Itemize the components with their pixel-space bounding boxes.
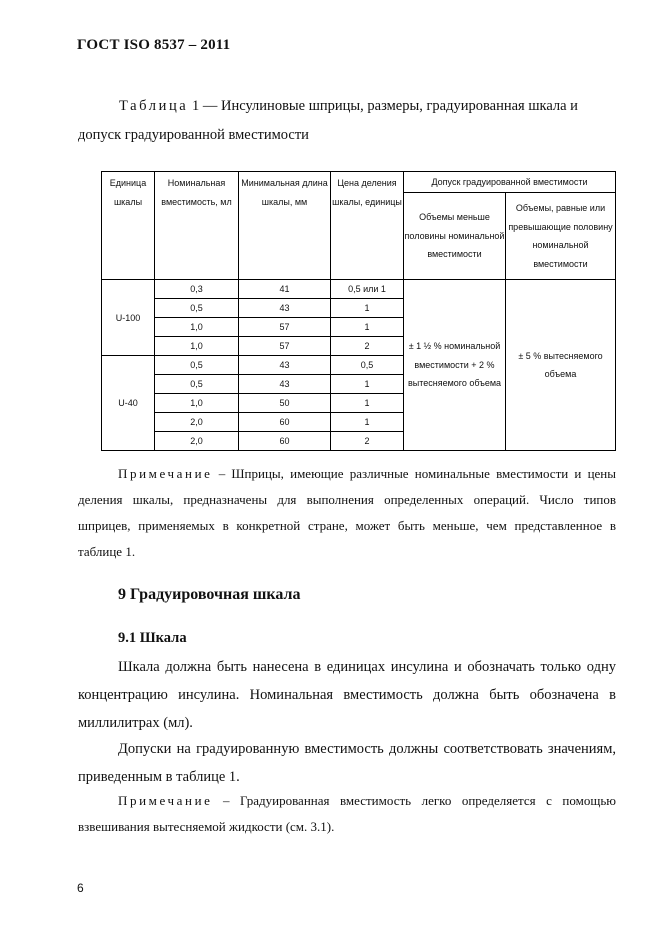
table-note: [78, 461, 616, 565]
cell-length: 57: [239, 318, 331, 337]
cell-division: 0,5: [331, 356, 404, 375]
tolerance-more-value: ± 5 % вытесняемого объема: [506, 280, 616, 451]
caption-label: Таблица: [119, 98, 189, 114]
note-label: Примечание: [118, 466, 213, 481]
header-tolerance: Допуск градуированной вместимости: [404, 172, 616, 193]
caption-text-line2: допуск градуированной вместимости: [78, 127, 309, 143]
syringe-table: [101, 171, 616, 451]
cell-length: 43: [239, 299, 331, 318]
cell-length: 60: [239, 413, 331, 432]
note-text: – Шприцы, имеющие различные номинальные вместимости и цены деления шкалы, предназначены для выполнения определенных операций. Число типов шприцев, применяемых в конкретной стране, может быть меньше, чем представленное в таблице 1.: [78, 466, 616, 559]
paragraph-tolerances: [78, 735, 616, 791]
cell-capacity: 2,0: [155, 413, 239, 432]
header-division: Цена деления шкалы, единицы: [331, 172, 404, 280]
header-tolerance-more: Объемы, равные или превышающие половину номинальной вместимости: [506, 193, 616, 280]
cell-length: 57: [239, 337, 331, 356]
paragraph-text: Шкала должна быть нанесена в единицах инсулина и обозначать только одну концентрацию инсулина. Номинальная вместимость должна быть обозначена в миллилитрах (мл).: [78, 659, 616, 731]
cell-division: 0,5 или 1: [331, 280, 404, 299]
unit-u40: U-40: [102, 356, 155, 451]
paragraph-text: Допуски на градуированную вместимость должны соответствовать значениям, приведенным в таблице 1.: [78, 741, 616, 785]
header-tolerance-less: Объемы меньше половины номинальной вместимости: [404, 193, 506, 280]
note-label: Примечание: [118, 793, 213, 808]
section-9-heading: 9 Градуировочная шкала: [118, 586, 301, 603]
cell-capacity: 0,3: [155, 280, 239, 299]
cell-capacity: 0,5: [155, 299, 239, 318]
cell-capacity: 1,0: [155, 318, 239, 337]
section-note: [78, 788, 616, 840]
cell-division: 2: [331, 432, 404, 451]
tolerance-less-value: ± 1 ½ % номинальной вместимости + 2 % вытесняемого объема: [404, 280, 506, 451]
section-9-1-heading: 9.1 Шкала: [118, 630, 187, 646]
cell-length: 43: [239, 356, 331, 375]
cell-length: 43: [239, 375, 331, 394]
cell-division: 1: [331, 299, 404, 318]
unit-u100: U-100: [102, 280, 155, 356]
cell-division: 2: [331, 337, 404, 356]
caption-text-line1: 1 — Инсулиновые шприцы, размеры, градуированная шкала и: [188, 98, 578, 114]
cell-division: 1: [331, 394, 404, 413]
cell-capacity: 1,0: [155, 394, 239, 413]
table-caption: [78, 92, 618, 150]
header-min-length: Минимальная длина шкалы, мм: [239, 172, 331, 280]
cell-length: 41: [239, 280, 331, 299]
cell-length: 50: [239, 394, 331, 413]
cell-length: 60: [239, 432, 331, 451]
header-nominal-capacity: Номинальная вместимость, мл: [155, 172, 239, 280]
cell-division: 1: [331, 413, 404, 432]
document-header: ГОСТ ISO 8537 – 2011: [77, 37, 231, 53]
cell-capacity: 2,0: [155, 432, 239, 451]
cell-division: 1: [331, 318, 404, 337]
header-scale-unit: Единица шкалы: [102, 172, 155, 280]
cell-capacity: 0,5: [155, 356, 239, 375]
cell-division: 1: [331, 375, 404, 394]
page-number: 6: [77, 881, 84, 895]
note-text: – Градуированная вместимость легко определяется с помощью взвешивания вытесняемой жидкости (см. 3.1).: [78, 793, 616, 834]
paragraph-scale: [78, 653, 616, 737]
cell-capacity: 0,5: [155, 375, 239, 394]
cell-capacity: 1,0: [155, 337, 239, 356]
